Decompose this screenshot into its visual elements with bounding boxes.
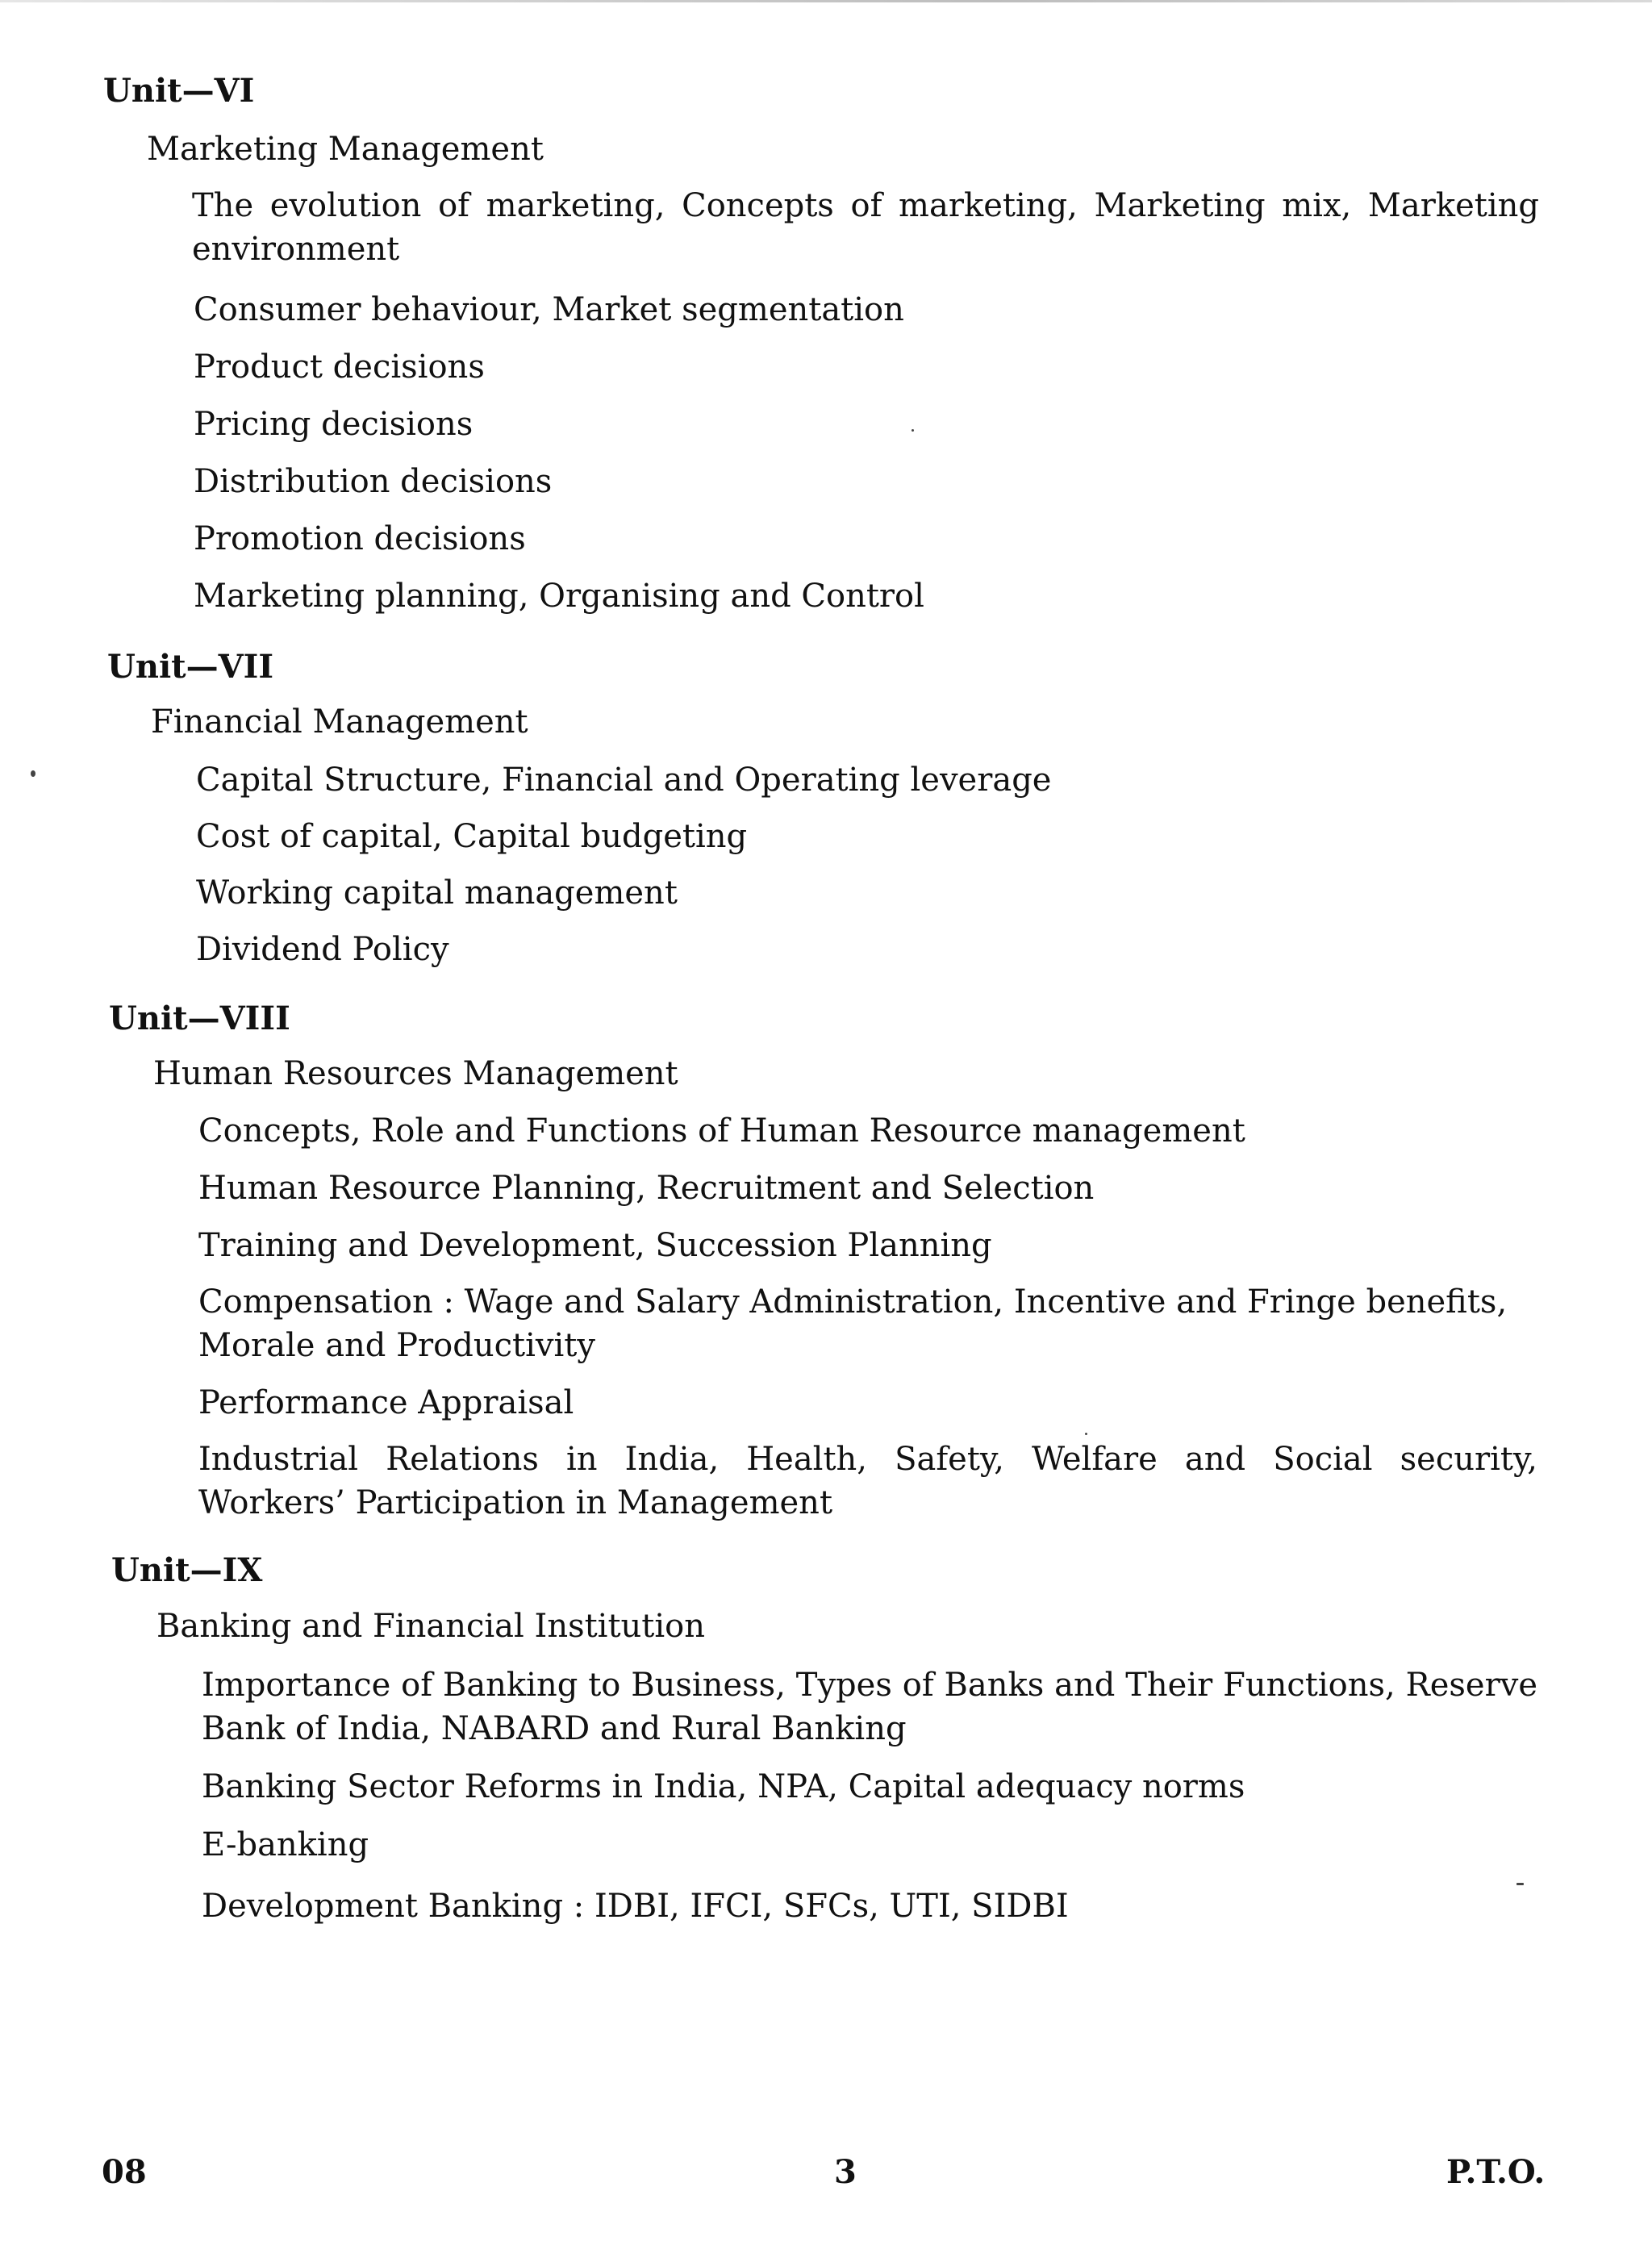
topic-item: Working capital management — [196, 874, 678, 912]
scan-speck — [1516, 1883, 1524, 1885]
unit-subject: Human Resources Management — [153, 1055, 678, 1092]
topic-item: Compensation : Wage and Salary Administration, Incentive and Fringe benefits, Morale and Productivity — [198, 1283, 1508, 1364]
topic-item: Training and Development, Succession Planning — [198, 1227, 992, 1264]
unit-subject: Marketing Management — [147, 131, 544, 168]
unit-heading: Unit—IX — [111, 1551, 263, 1589]
topic-item: Industrial Relations in India, Health, Safety, Welfare and Social security, Workers’ Participation in Management — [198, 1441, 1537, 1521]
scan-speck — [1085, 1433, 1087, 1435]
topic-item: Promotion decisions — [194, 520, 526, 557]
topic-item: Development Banking : IDBI, IFCI, SFCs, UTI, SIDBI — [202, 1888, 1069, 1925]
scan-speck — [31, 770, 35, 777]
topic-item: Performance Appraisal — [198, 1384, 574, 1421]
topic-item: Importance of Banking to Business, Types of Banks and Their Functions, Reserve Bank of India, NABARD and Rural Banking — [202, 1667, 1537, 1747]
unit-heading: Unit—VII — [107, 648, 274, 686]
topic-item: Dividend Policy — [196, 931, 449, 968]
page-top-edge — [0, 0, 1652, 2]
topic-item: Capital Structure, Financial and Operating leverage — [196, 762, 1052, 799]
topic-item: Concepts, Role and Functions of Human Resource management — [198, 1112, 1245, 1150]
topic-item: Marketing planning, Organising and Control — [194, 578, 924, 615]
topic-item: Pricing decisions — [194, 406, 473, 443]
unit-heading: Unit—VI — [103, 72, 255, 110]
topic-item: The evolution of marketing, Concepts of marketing, Marketing mix, Marketing environment — [192, 187, 1539, 268]
unit-heading: Unit—VIII — [109, 999, 290, 1037]
topic-item: Distribution decisions — [194, 463, 553, 500]
page-number: 3 — [834, 2153, 857, 2191]
topic-item: Banking Sector Reforms in India, NPA, Capital adequacy norms — [202, 1768, 1245, 1805]
unit-subject: Financial Management — [151, 703, 528, 741]
pto-label: P.T.O. — [1446, 2153, 1546, 2191]
unit-subject: Banking and Financial Institution — [156, 1608, 706, 1645]
footer-code: 08 — [102, 2153, 147, 2191]
topic-item: Human Resource Planning, Recruitment and Selection — [198, 1170, 1095, 1207]
topic-item: E-banking — [202, 1826, 369, 1863]
scan-speck — [912, 429, 914, 432]
topic-item: Consumer behaviour, Market segmentation — [194, 291, 904, 328]
topic-item: Product decisions — [194, 348, 485, 386]
topic-item: Cost of capital, Capital budgeting — [196, 818, 748, 855]
